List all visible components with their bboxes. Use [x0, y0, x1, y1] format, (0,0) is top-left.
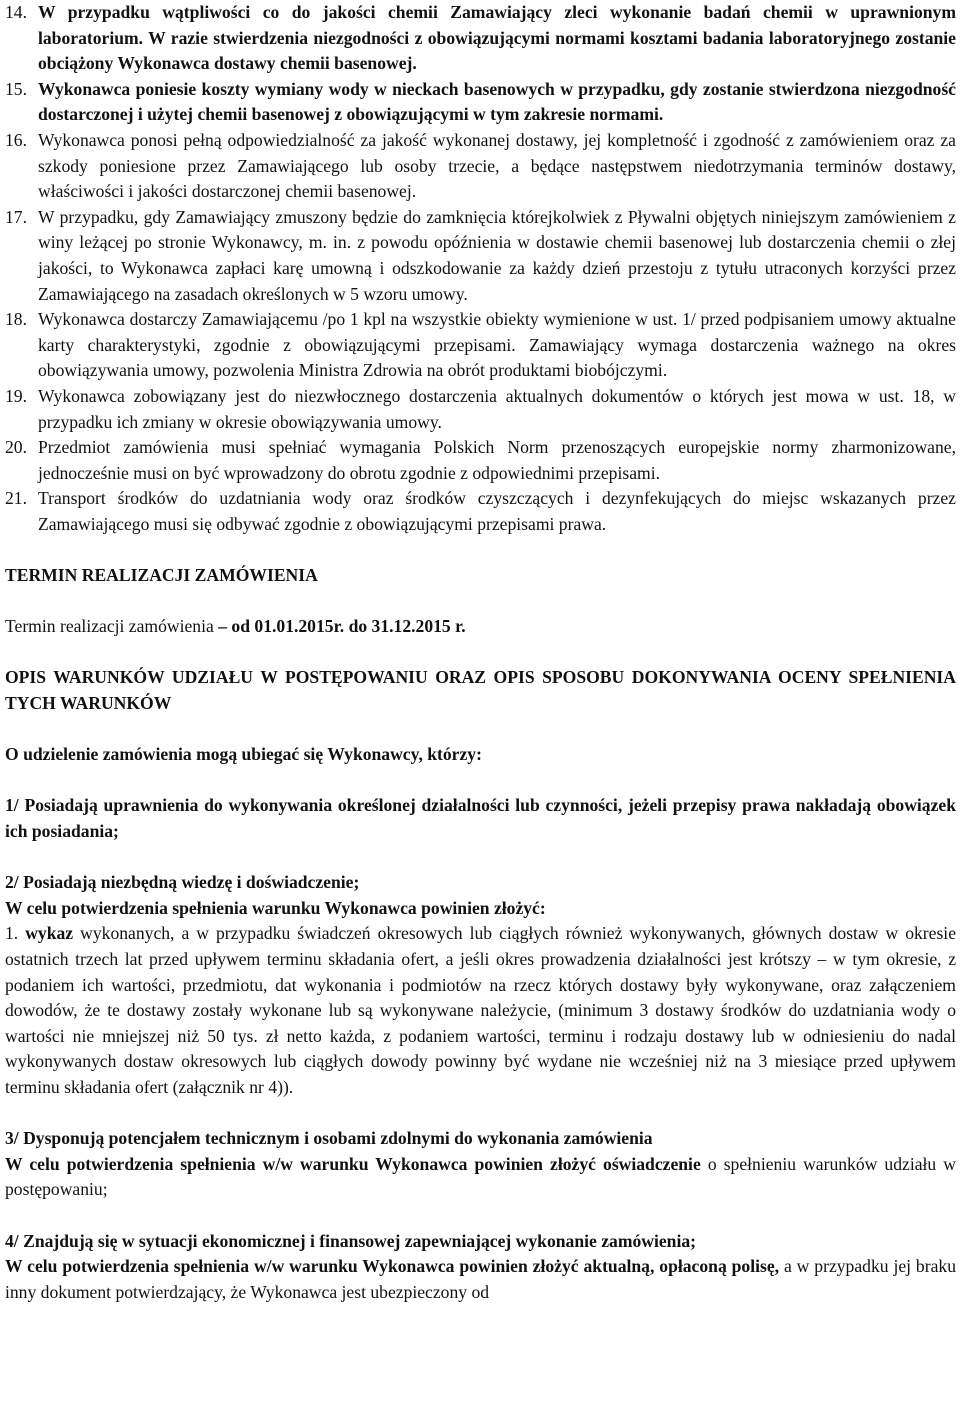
termin-value: od 01.01.2015r. do 31.12.2015 r.	[231, 616, 466, 637]
condition-2-number: 1.	[5, 923, 26, 944]
list-item-14	[5, 0, 956, 77]
conditions-intro: O udzielenie zamówienia mogą ubiegać się Wykonawcy, którzy:	[5, 744, 482, 765]
item-text: W przypadku, gdy Zamawiający zmuszony będzie do zamknięcia którejkolwiek z Pływalni objętych niniejszym zamówieniem z winy leżącej po stronie Wykonawcy, m. in. z powodu opóźnienia w dostawie chemii basenowej lub dostarczenia chemii o złej jakości, to Wykonawca zapłaci karę umowną i odszkodowanie za każdy dzień przestoju z tytułu utraconych korzyści przez Zamawiającego na zasadach określonych w 5 wzoru umowy.	[38, 206, 956, 304]
condition-2-title: 2/ Posiadają niezbędną wiedzę i doświadczenie;	[5, 872, 360, 893]
condition-1: 1/ Posiadają uprawnienia do wykonywania określonej działalności lub czynności, jeżeli przepisy prawa nakładają obowiązek ich posiadania;	[5, 795, 956, 841]
spacer	[5, 717, 956, 743]
item-number: 18.	[5, 309, 27, 330]
item-number: 14.	[5, 2, 27, 22]
conditions-heading: OPIS WARUNKÓW UDZIAŁU W POSTĘPOWANIU ORAZ OPIS SPOSOBU DOKONYWANIA OCENY SPEŁNIENIA TYCH WARUNKÓW	[5, 667, 956, 714]
termin-line	[5, 614, 956, 640]
spacer	[5, 768, 956, 794]
list-item-17	[5, 205, 956, 307]
item-text: W przypadku wątpliwości co do jakości chemii Zamawiający zleci wykonanie badań chemii w uprawnionym laboratorium. W razie stwierdzenia niezgodności z obowiązującymi normami kosztami badania laboratoryjnego zostanie obciążony Wykonawca dostawy chemii basenowej.	[38, 2, 956, 74]
condition-2-text: wykonanych, a w przypadku świadczeń okresowych lub ciągłych również wykonywanych, głównych dostaw w okresie ostatnich trzech lat przed upływem terminu składania ofert, a jeśli okres prowadzenia działalności jest krótszy – w tym okresie, z podaniem ich wartości, przedmiotu, dat wykonania i podmiotów na rzecz których dostawy były wykonywane, oraz załączeniem dowodów, że te dostawy zostały wykonane lub są wykonywane należycie, (minimum 3 dostawy środków do uzdatniania wody o wartości nie mniejszej niż 50 tys. zł netto każda, z podaniem wartości, terminu i rodzaju dostawy lub w odniesieniu do nadal wykonywanych dostaw okresowych lub ciągłych dowody powinny być wydane nie wcześniej niż na 3 miesiące przed upływem terminu składania ofert (załącznik nr 4)).	[5, 923, 957, 1097]
item-number: 16.	[5, 129, 27, 150]
spacer	[5, 1203, 956, 1229]
list-item-15	[5, 77, 956, 128]
list-item-18	[5, 307, 956, 384]
spacer	[5, 640, 956, 666]
termin-label: Termin realizacji zamówienia	[5, 616, 219, 637]
termin-dash: –	[218, 616, 232, 637]
item-text: Wykonawca ponosi pełną odpowiedzialność za jakość wykonanej dostawy, jej kompletność i zgodność z zamówieniem oraz za szkody poniesione przez Zamawiającego lub osoby trzecie, a będące następstwem niedotrzymania terminów dostawy, właściwości i jakości dostarczonej chemii basenowej.	[38, 129, 956, 202]
item-text: Wykonawca dostarczy Zamawiającemu /po 1 kpl na wszystkie obiekty wymienione w ust. 1/ przed podpisaniem umowy aktualne karty charakterystyki, zgodnie z obowiązującymi przepisami. Zamawiający wymaga dostarczenia ważnego na okres obowiązywania umowy, pozwolenia Ministra Zdrowia na obrót produktami biobójczymi.	[38, 309, 956, 381]
item-text: Przedmiot zamówienia musi spełniać wymagania Polskich Norm przenoszących europejskie normy zharmonizowane, jednocześnie musi on być wprowadzony do obrotu zgodnie z odpowiednimi przepisami.	[38, 437, 956, 483]
item-text: Wykonawca poniesie koszty wymiany wody w nieckach basenowych w przypadku, gdy zostanie stwierdzona niezgodność dostarczonej i użytej chemii basenowej z obowiązującymi w tym zakresie normami.	[38, 78, 956, 125]
spacer	[5, 845, 956, 871]
condition-3-text: o spełnieniu warunków udziału w postępowaniu;	[5, 1153, 956, 1200]
item-number: 21.	[5, 488, 27, 509]
condition-4-title: 4/ Znajdują się w sytuacji ekonomicznej i finansowej zapewniającej wykonanie zamówienia;	[5, 1230, 697, 1251]
item-text: Wykonawca zobowiązany jest do niezwłocznego dostarczenia aktualnych dokumentów o których jest mowa w ust. 18, w przypadku ich zmiany w okresie obowiązywania umowy.	[38, 385, 956, 432]
termin-heading: TERMIN REALIZACJI ZAMÓWIENIA	[5, 565, 318, 586]
list-item-16	[5, 128, 956, 205]
spacer	[5, 589, 956, 615]
item-number: 20.	[5, 437, 27, 458]
list-item-20	[5, 435, 956, 486]
list-item-19	[5, 384, 956, 435]
item-text: Transport środków do uzdatniania wody oraz środków czyszczących i dezynfekujących do miejsc wskazanych przez Zamawiającego musi się odbywać zgodnie z obowiązującymi przepisami prawa.	[38, 488, 956, 534]
item-number: 15.	[5, 78, 27, 99]
condition-3-requirement: W celu potwierdzenia spełnienia w/w warunku Wykonawca powinien złożyć oświadczenie	[5, 1153, 701, 1174]
spacer	[5, 537, 956, 563]
condition-2-keyword: wykaz	[25, 923, 74, 944]
item-number: 17.	[5, 206, 27, 227]
spacer	[5, 1101, 956, 1127]
condition-4-text: a w przypadku jej braku inny dokument potwierdzający, że Wykonawca jest ubezpieczony od	[5, 1256, 956, 1302]
condition-3-title: 3/ Dysponują potencjałem technicznym i osobami zdolnymi do wykonania zamówienia	[5, 1128, 653, 1149]
condition-2-requirement: W celu potwierdzenia spełnienia warunku Wykonawca powinien złożyć:	[5, 897, 546, 918]
condition-4-requirement: W celu potwierdzenia spełnienia w/w warunku Wykonawca powinien złożyć aktualną, opłaconą polisę,	[5, 1256, 780, 1277]
condition-2-body	[5, 921, 956, 1100]
condition-4-body	[5, 1254, 956, 1305]
item-number: 19.	[5, 385, 27, 406]
condition-3-body	[5, 1152, 956, 1203]
list-item-21	[5, 486, 956, 537]
